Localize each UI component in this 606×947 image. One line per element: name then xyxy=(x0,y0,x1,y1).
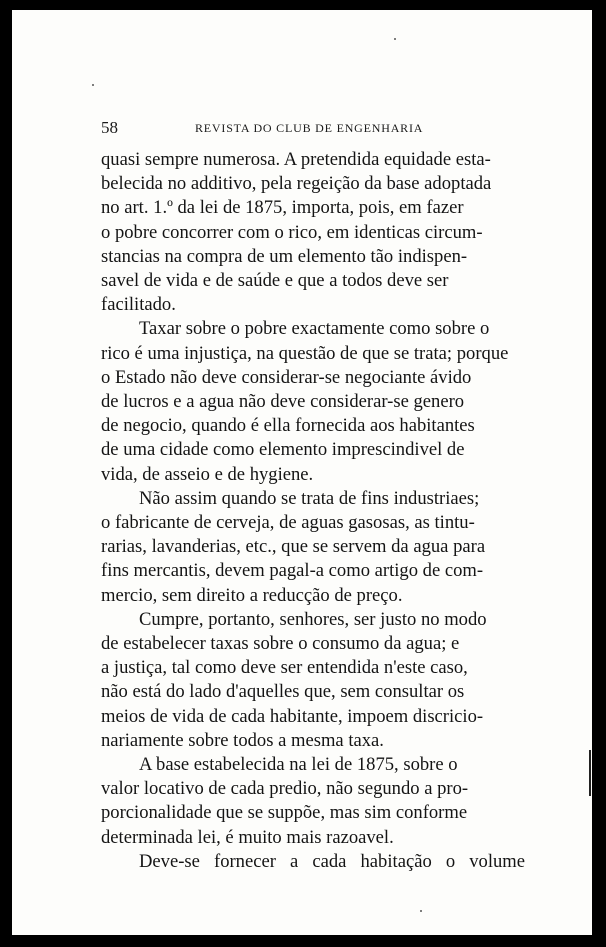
paragraph-4: Cumpre, portanto, senhores, ser justo no modo de estabelecer taxas sobre o consumo da agua; e a justiça, tal como deve ser entendida n'este caso, não está do lado d'aquelles que, sem consultar os meios de vida de cada habitante, impoem discricio- nariamente sobre todos a mesma taxa. xyxy=(101,608,487,751)
paragraph-1: quasi sempre numerosa. A pretendida equidade esta- belecida no additivo, pela regeição da base adoptada no art. 1.º da lei de 1875, importa, pois, em fazer o pobre concorrer com o rico, em identicas circum- stancias na compra de um elemento tão indispen- savel de vida e de saúde e que a todos deve ser facilitado. xyxy=(101,149,492,316)
paragraph-6: Deve-se fornecer a cada habitação o volume xyxy=(139,850,525,872)
book-page xyxy=(12,10,592,935)
body-text xyxy=(101,148,525,874)
running-title: REVISTA DO CLUB DE ENGENHARIA xyxy=(195,121,424,135)
scan-speck xyxy=(420,910,422,912)
scan-speck xyxy=(394,38,396,40)
paragraph-2: Taxar sobre o pobre exactamente como sobre o rico é uma injustiça, na questão de que se trata; porque o Estado não deve considerar-se negociante ávido de lucros e a agua não deve considerar-se genero de negocio, quando é ella fornecida aos habitantes de uma cidade como elemento imprescindivel de vida, de asseio e de hygiene. xyxy=(101,318,509,485)
page-number: 58 xyxy=(101,118,118,137)
margin-mark xyxy=(589,750,591,796)
scan-speck xyxy=(92,84,94,86)
paragraph-5: A base estabelecida na lei de 1875, sobre o valor locativo de cada predio, não segundo a pro- porcionalidade que se suppõe, mas sim conforme determinada lei, é muito mais razoavel. xyxy=(101,754,469,848)
paragraph-3: Não assim quando se trata de fins industriaes; o fabricante de cerveja, de aguas gasosas, as tintu- rarias, lavanderias, etc., que se servem da agua para fins mercantis, devem pagal-a como artigo de com- mercio, sem direito a reducção de preço. xyxy=(101,487,486,606)
page-header xyxy=(101,118,533,140)
